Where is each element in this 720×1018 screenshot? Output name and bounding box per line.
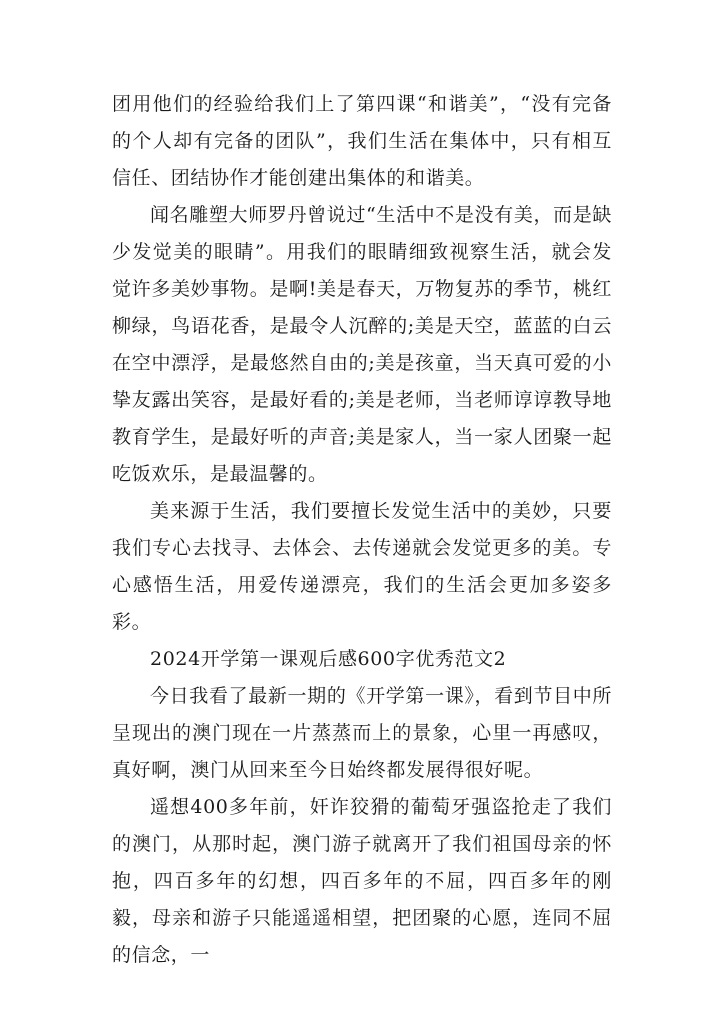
section-heading: 2024开学第一课观后感600字优秀范文2 [150, 648, 507, 670]
paragraph: 闻名雕塑大师罗丹曾说过“生活中不是没有美，而是缺少发觉美的眼睛”。用我们的眼睛细致视察生活，就会发觉许多美妙事物。是啊!美是春天，万物复苏的季节，桃红柳绿，鸟语花香，是最令人沉醉的;美是天空，蓝蓝的白云在空中漂浮，是最悠然自由的;美是孩童，当天真可爱的小挚友露出笑容，是最好看的;美是老师，当老师谆谆教导地教育学生，是最好听的声音;美是家人，当一家人团聚一起吃饭欢乐，是最温馨的。 [112, 204, 612, 485]
document-body [112, 86, 612, 974]
paragraph: 今日我看了最新一期的《开学第一课》，看到节目中所呈现出的澳门现在一片蒸蒸而上的景象，心里一再感叹，真好啊，澳门从回来至今日始终都发展得很好呢。 [112, 685, 612, 781]
paragraph: 美来源于生活，我们要擅长发觉生活中的美妙，只要我们专心去找寻、去体会、去传递就会发觉更多的美。专心感悟生活，用爱传递漂亮，我们的生活会更加多姿多彩。 [112, 500, 612, 633]
paragraph: 团用他们的经验给我们上了第四课“和谐美”，“没有完备的个人却有完备的团队”，我们生活在集体中，只有相互信任、团结协作才能创建出集体的和谐美。 [112, 93, 612, 189]
paragraph: 遥想400多年前，奸诈狡猾的葡萄牙强盗抢走了我们的澳门，从那时起，澳门游子就离开了我们祖国母亲的怀抱，四百多年的幻想，四百多年的不屈，四百多年的刚毅，母亲和游子只能遥遥相望，把团聚的心愿，连同不屈的信念，一 [112, 796, 612, 966]
